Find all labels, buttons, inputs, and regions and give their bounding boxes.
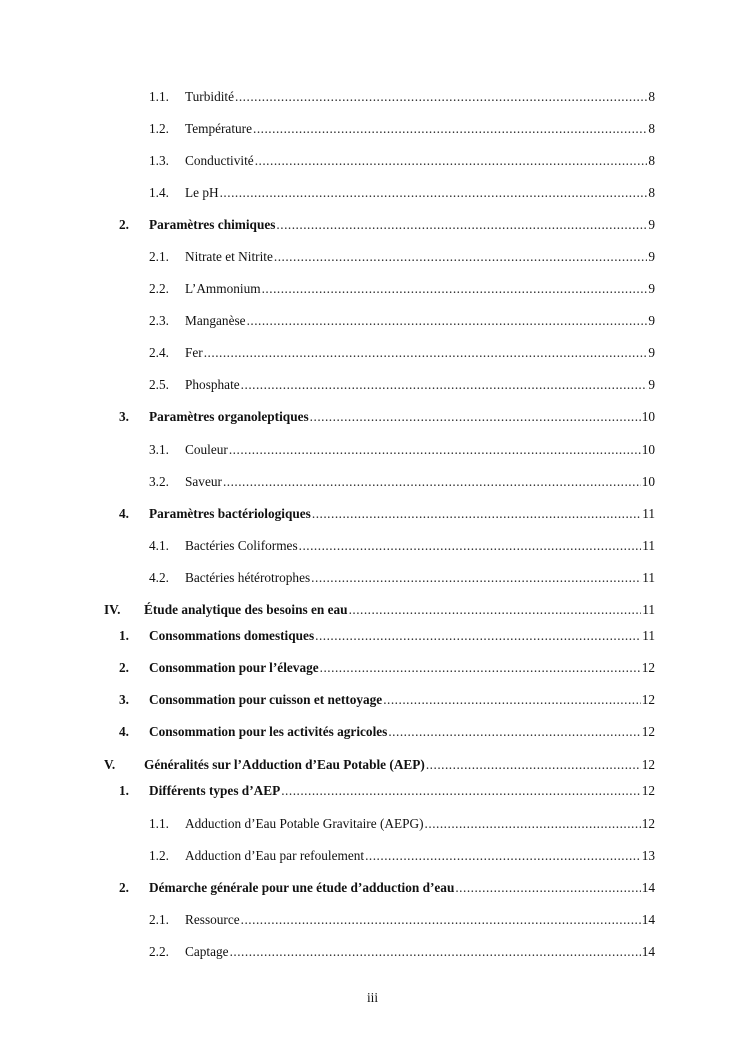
entry-number: 2.5.: [149, 377, 169, 392]
dot-leader: [388, 722, 640, 742]
toc-entry[interactable]: [0, 343, 745, 363]
entry-page: 12: [641, 660, 655, 675]
entry-title: Démarche générale pour une étude d’adduction d’eau: [149, 880, 455, 895]
entry-number: 3.: [119, 409, 129, 424]
entry-number: 2.: [119, 660, 129, 675]
dot-leader: [299, 536, 642, 556]
entry-number: 3.1.: [149, 442, 169, 457]
entry-page: 12: [641, 692, 655, 707]
entry-number: 2.2.: [149, 944, 169, 959]
dot-leader: [276, 215, 647, 235]
dot-leader: [312, 504, 641, 524]
entry-title: Paramètres organoleptiques: [149, 409, 309, 424]
toc-entry[interactable]: [0, 215, 745, 235]
entry-page: 8: [648, 185, 655, 200]
entry-title: Différents types d’AEP: [149, 783, 281, 798]
entry-number: 2.1.: [149, 249, 169, 264]
dot-leader: [349, 600, 642, 620]
entry-title: Généralités sur l’Adduction d’Eau Potable (AEP): [144, 757, 425, 772]
entry-title: Saveur: [185, 474, 222, 489]
dot-leader: [281, 781, 640, 801]
entry-number: 1.: [119, 783, 129, 798]
entry-title: Consommation pour cuisson et nettoyage: [149, 692, 383, 707]
dot-leader: [311, 568, 641, 588]
entry-number: 2.2.: [149, 281, 169, 296]
entry-page: 12: [641, 757, 655, 772]
toc-entry[interactable]: [0, 846, 745, 866]
entry-title: Conductivité: [185, 153, 254, 168]
toc-entry[interactable]: [0, 626, 745, 646]
entry-page: 14: [641, 880, 655, 895]
dot-leader: [241, 910, 641, 930]
entry-page: 8: [648, 89, 655, 104]
entry-title: Nitrate et Nitrite: [185, 249, 273, 264]
entry-number: 3.2.: [149, 474, 169, 489]
toc-entry[interactable]: [0, 440, 745, 460]
dot-leader: [262, 279, 648, 299]
toc-entry[interactable]: [0, 247, 745, 267]
entry-number: 2.1.: [149, 912, 169, 927]
toc-entry[interactable]: [0, 600, 745, 620]
toc-entry[interactable]: [0, 878, 745, 898]
entry-number: 1.3.: [149, 153, 169, 168]
toc-entry[interactable]: [0, 311, 745, 331]
dot-leader: [229, 440, 641, 460]
dot-leader: [426, 755, 641, 775]
entry-title: Adduction d’Eau Potable Gravitaire (AEPG): [185, 816, 424, 831]
entry-page: 12: [641, 816, 655, 831]
entry-title: Bactéries hétérotrophes: [185, 570, 311, 585]
toc-entry[interactable]: [0, 119, 745, 139]
entry-title: Fer: [185, 345, 203, 360]
toc-entry[interactable]: [0, 279, 745, 299]
toc-entry[interactable]: [0, 183, 745, 203]
entry-number: 4.: [119, 724, 129, 739]
entry-title: Paramètres chimiques: [149, 217, 276, 232]
entry-title: Paramètres bactériologiques: [149, 506, 311, 521]
entry-number: 2.: [119, 880, 129, 895]
entry-number: 2.: [119, 217, 129, 232]
entry-title: Manganèse: [185, 313, 246, 328]
dot-leader: [247, 311, 648, 331]
entry-page: 8: [648, 121, 655, 136]
toc-entry[interactable]: [0, 814, 745, 834]
entry-page: 10: [641, 474, 655, 489]
toc-entry[interactable]: [0, 407, 745, 427]
entry-title: Captage: [185, 944, 229, 959]
toc-entry[interactable]: [0, 755, 745, 775]
entry-title: L’Ammonium: [185, 281, 261, 296]
entry-number: 1.1.: [149, 89, 169, 104]
toc-entry[interactable]: [0, 910, 745, 930]
entry-number: 1.2.: [149, 848, 169, 863]
entry-page: 9: [648, 345, 655, 360]
entry-page: 11: [642, 506, 655, 521]
toc-entry[interactable]: [0, 151, 745, 171]
entry-title: Adduction d’Eau par refoulement: [185, 848, 365, 863]
dot-leader: [255, 151, 648, 171]
toc-entry[interactable]: [0, 722, 745, 742]
dot-leader: [320, 658, 641, 678]
entry-number: 4.: [119, 506, 129, 521]
dot-leader: [223, 472, 641, 492]
dot-leader: [383, 690, 641, 710]
entry-number: 3.: [119, 692, 129, 707]
entry-page: 10: [641, 442, 655, 457]
dot-leader: [235, 87, 647, 107]
entry-number: IV.: [104, 602, 121, 617]
dot-leader: [274, 247, 647, 267]
entry-title: Consommation pour les activités agricoles: [149, 724, 388, 739]
entry-title: Consommations domestiques: [149, 628, 315, 643]
entry-page: 12: [641, 783, 655, 798]
entry-page: 14: [641, 944, 655, 959]
toc-entry[interactable]: [0, 781, 745, 801]
entry-page: 9: [648, 217, 655, 232]
entry-page: 10: [641, 409, 655, 424]
toc-entry[interactable]: [0, 658, 745, 678]
dot-leader: [230, 942, 641, 962]
entry-title: Turbidité: [185, 89, 235, 104]
entry-page: 9: [648, 377, 655, 392]
entry-title: Couleur: [185, 442, 228, 457]
dot-leader: [365, 846, 641, 866]
entry-page: 12: [641, 724, 655, 739]
entry-page: 11: [642, 628, 655, 643]
toc-entry[interactable]: [0, 942, 745, 962]
entry-page: 11: [642, 602, 655, 617]
toc-entry[interactable]: [0, 504, 745, 524]
entry-page: 11: [642, 538, 655, 553]
entry-number: 4.1.: [149, 538, 169, 553]
entry-page: 13: [641, 848, 655, 863]
toc-entry[interactable]: [0, 690, 745, 710]
toc-entry[interactable]: [0, 87, 745, 107]
dot-leader: [241, 375, 648, 395]
entry-page: 14: [641, 912, 655, 927]
dot-leader: [204, 343, 648, 363]
entry-title: Étude analytique des besoins en eau: [144, 602, 348, 617]
entry-page: 8: [648, 153, 655, 168]
toc-entry[interactable]: [0, 375, 745, 395]
entry-title: Phosphate: [185, 377, 240, 392]
dot-leader: [425, 814, 641, 834]
entry-page: 9: [648, 313, 655, 328]
dot-leader: [253, 119, 647, 139]
entry-page: 11: [642, 570, 655, 585]
toc-entry[interactable]: [0, 536, 745, 556]
entry-number: 1.1.: [149, 816, 169, 831]
dot-leader: [220, 183, 648, 203]
dot-leader: [315, 626, 641, 646]
toc-entry[interactable]: [0, 472, 745, 492]
entry-title: Bactéries Coliformes: [185, 538, 298, 553]
entry-number: V.: [104, 757, 116, 772]
dot-leader: [310, 407, 641, 427]
entry-title: Température: [185, 121, 252, 136]
entry-title: Le pH: [185, 185, 219, 200]
entry-number: 4.2.: [149, 570, 169, 585]
entry-page: 9: [648, 249, 655, 264]
entry-number: 1.: [119, 628, 129, 643]
entry-number: 2.4.: [149, 345, 169, 360]
entry-number: 1.2.: [149, 121, 169, 136]
dot-leader: [455, 878, 640, 898]
entry-page: 9: [648, 281, 655, 296]
toc-entry[interactable]: [0, 568, 745, 588]
entry-number: 1.4.: [149, 185, 169, 200]
entry-title: Ressource: [185, 912, 240, 927]
entry-title: Consommation pour l’élevage: [149, 660, 319, 675]
page-number: iii: [366, 990, 379, 1005]
entry-number: 2.3.: [149, 313, 169, 328]
